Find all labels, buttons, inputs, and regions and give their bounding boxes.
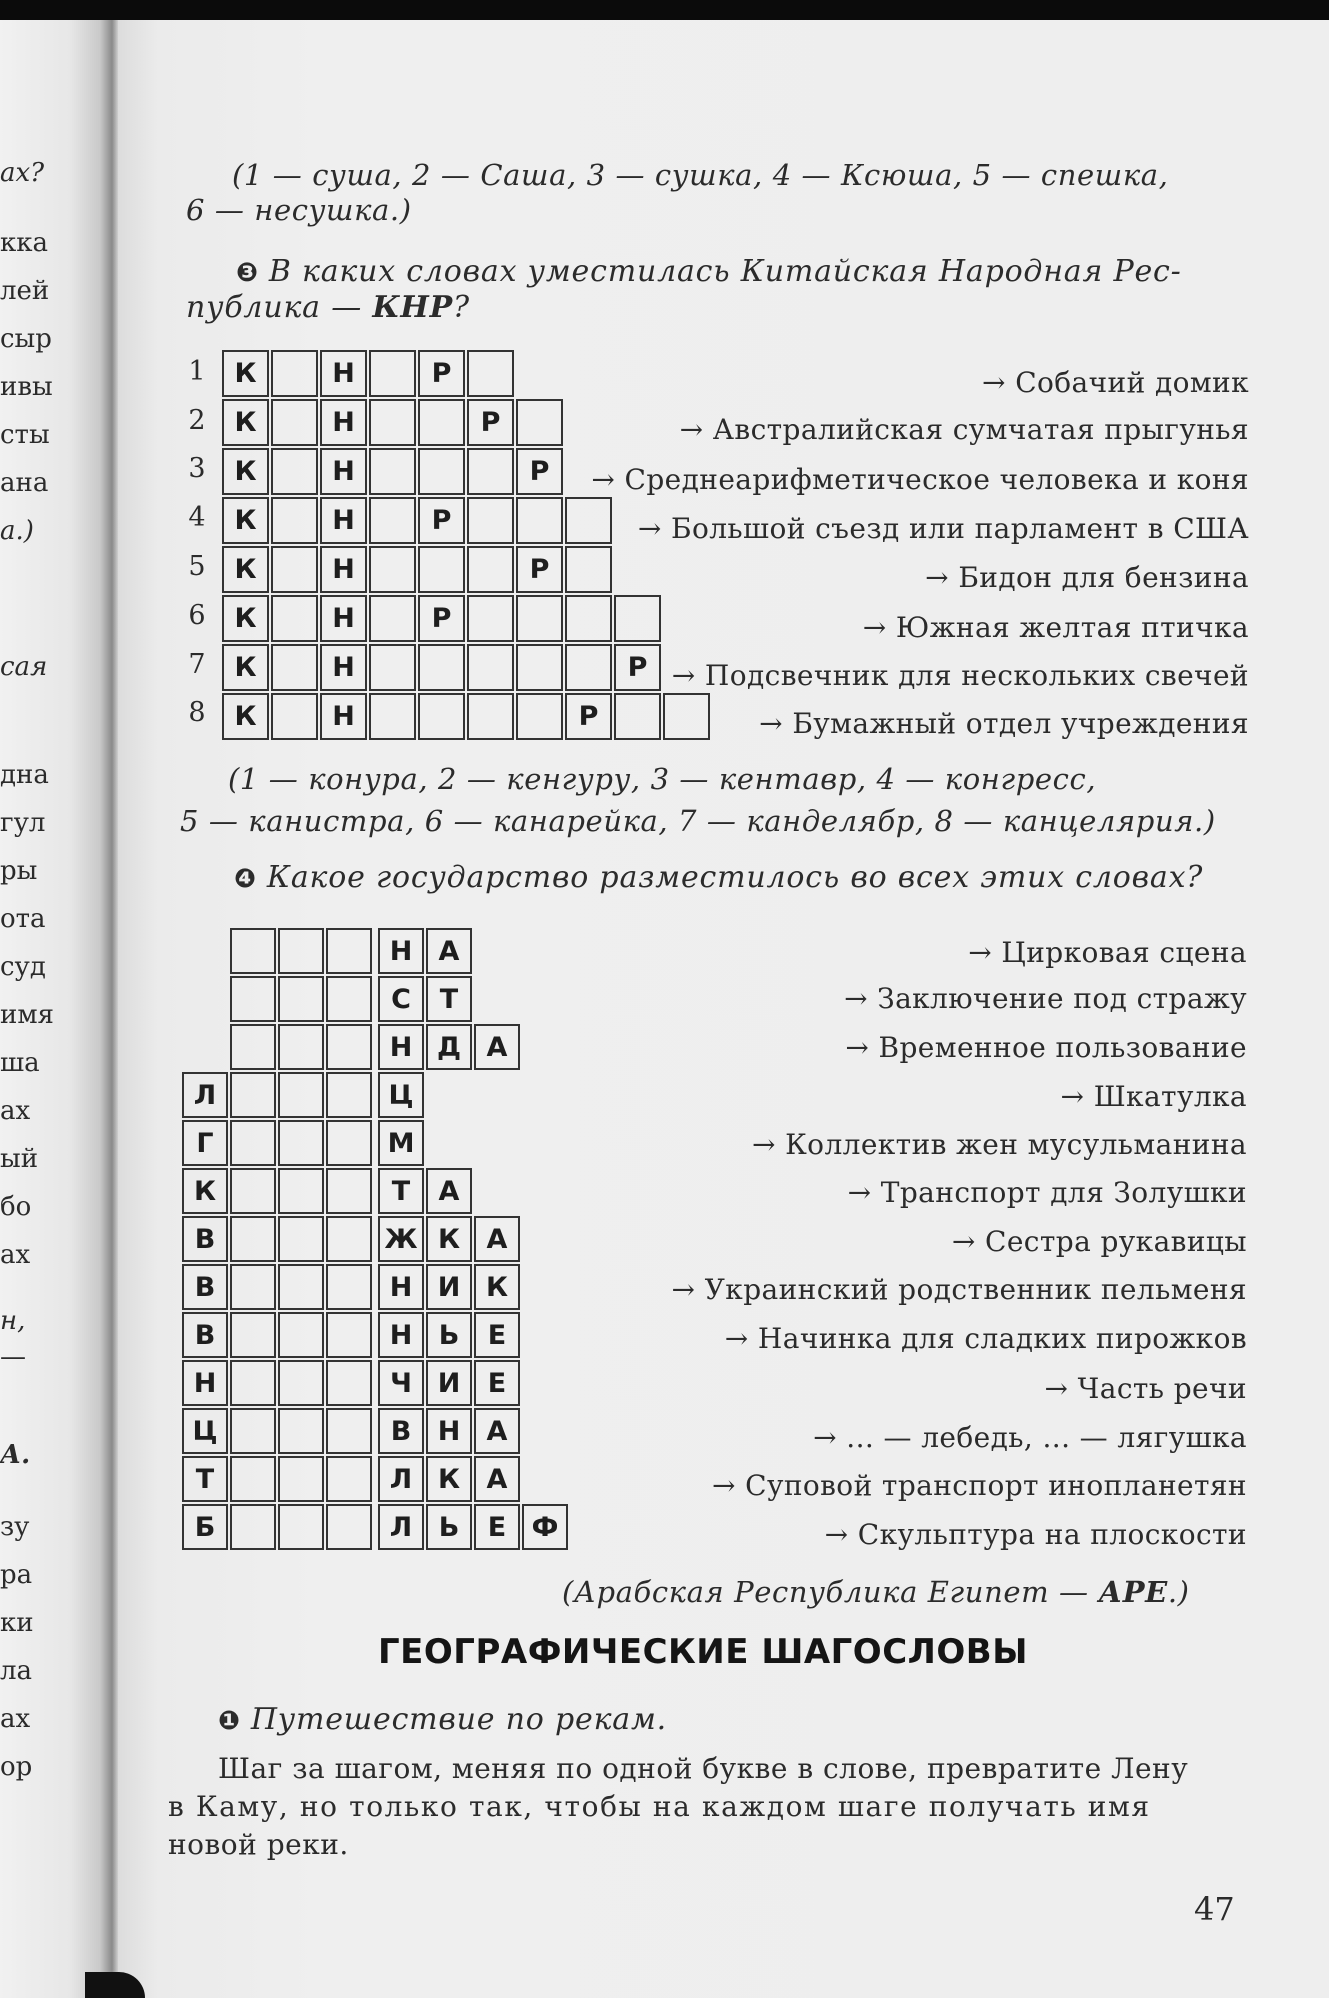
grid-cell: Т [426, 976, 472, 1022]
left-fragment: ра [0, 1560, 33, 1590]
section-heading: ГЕОГРАФИЧЕСКИЕ ШАГОСЛОВЫ [378, 1632, 1028, 1672]
grid-cell [467, 644, 514, 691]
grid-cell [663, 693, 710, 740]
task3-answer-line1: (1 — конура, 2 — кенгуру, 3 — кентавр, 4 — конгресс, [228, 762, 1097, 796]
grid-cell: К [222, 693, 269, 740]
page-number: 47 [1194, 1890, 1235, 1928]
grid-cell: А [474, 1408, 520, 1454]
task4-clue: → Начинка для сладких пирожков [724, 1322, 1247, 1355]
task3-clue: → Южная желтая птичка [862, 611, 1249, 644]
task4-clue: → Цирковая сцена [968, 936, 1247, 969]
grid-cell: В [378, 1408, 424, 1454]
grid-cell: Р [565, 693, 612, 740]
grid-cell [516, 693, 563, 740]
task3-clue: → Большой съезд или парламент в США [637, 512, 1249, 545]
grid-cell: Ь [426, 1504, 472, 1550]
grid-cell [467, 448, 514, 495]
grid-cell: Г [182, 1120, 228, 1166]
grid-cell: Ф [522, 1504, 568, 1550]
grid-cell [278, 1408, 324, 1454]
grid-cell: В [182, 1216, 228, 1262]
left-fragment: имя [0, 1000, 54, 1030]
grid-cell: Н [320, 546, 367, 593]
task4-number-icon: ❹ [234, 864, 257, 894]
grid-cell: Е [474, 1504, 520, 1550]
grid-cell [418, 693, 465, 740]
grid-cell: Е [474, 1312, 520, 1358]
task4-clue: → Сестра рукавицы [951, 1225, 1247, 1258]
grid-cell [467, 497, 514, 544]
grid-cell [369, 497, 416, 544]
grid-cell [565, 497, 612, 544]
row-number: 8 [188, 697, 206, 728]
grid-cell: К [222, 497, 269, 544]
grid-cell: Ь [426, 1312, 472, 1358]
section-body-line1: Шаг за шагом, меняя по одной букве в слове, превратите Лену [218, 1752, 1189, 1785]
task3-answer-line2: 5 — канистра, 6 — канарейка, 7 — канделябр, 8 — канцелярия.) [180, 804, 1216, 838]
previous-answer-line2: 6 — несушка.) [186, 193, 412, 227]
grid-cell: К [222, 644, 269, 691]
grid-cell: Р [516, 448, 563, 495]
left-fragment: а.) [0, 516, 34, 546]
grid-cell [326, 976, 372, 1022]
grid-cell [271, 350, 318, 397]
grid-cell [230, 1024, 276, 1070]
task4-clue: → Украинский родственник пельменя [671, 1273, 1247, 1306]
grid-cell: Н [182, 1360, 228, 1406]
left-fragment: — [0, 1342, 26, 1372]
grid-cell: И [426, 1264, 472, 1310]
left-fragment: ша [0, 1048, 40, 1078]
grid-cell: К [222, 546, 269, 593]
grid-cell [278, 1312, 324, 1358]
grid-cell: Ч [378, 1360, 424, 1406]
row-number: 4 [188, 502, 206, 533]
grid-cell: К [222, 448, 269, 495]
left-fragment: дна [0, 760, 49, 790]
grid-cell: В [182, 1312, 228, 1358]
left-fragment: н, [0, 1306, 26, 1336]
grid-cell [230, 1216, 276, 1262]
left-fragment: ры [0, 856, 38, 886]
grid-cell [230, 1360, 276, 1406]
grid-cell [230, 928, 276, 974]
grid-cell [230, 1264, 276, 1310]
grid-cell: Р [516, 546, 563, 593]
grid-cell [230, 1120, 276, 1166]
left-fragment: ах [0, 1240, 31, 1270]
grid-cell: Н [320, 644, 367, 691]
grid-cell: Н [320, 350, 367, 397]
grid-cell: А [474, 1216, 520, 1262]
grid-cell [565, 546, 612, 593]
task4-clue: → Коллектив жен мусульманина [751, 1128, 1247, 1161]
grid-cell: К [222, 399, 269, 446]
task4-clue: → ... — лебедь, ... — лягушка [813, 1421, 1247, 1454]
grid-cell [516, 644, 563, 691]
scan-top-edge [0, 0, 1329, 20]
task3-clue: → Австралийская сумчатая прыгунья [679, 413, 1249, 446]
grid-cell [516, 497, 563, 544]
left-fragment: зу [0, 1512, 30, 1542]
grid-cell [271, 448, 318, 495]
grid-cell: М [378, 1120, 424, 1166]
grid-cell [278, 1072, 324, 1118]
task4-clue: → Временное пользование [845, 1031, 1247, 1064]
grid-cell [369, 644, 416, 691]
task4-answer: (Арабская Республика Египет — АРЕ.) [562, 1575, 1190, 1609]
grid-cell [326, 1456, 372, 1502]
grid-cell [271, 693, 318, 740]
grid-cell: Н [320, 693, 367, 740]
grid-cell: Н [320, 497, 367, 544]
grid-cell [326, 1024, 372, 1070]
grid-cell [230, 1504, 276, 1550]
grid-cell [516, 399, 563, 446]
grid-cell [326, 1168, 372, 1214]
grid-cell [326, 1264, 372, 1310]
left-fragment: А. [0, 1440, 31, 1470]
left-fragment: лей [0, 276, 50, 306]
left-fragment: ки [0, 1608, 34, 1638]
grid-cell [418, 448, 465, 495]
grid-cell: Ж [378, 1216, 424, 1262]
grid-cell: К [426, 1456, 472, 1502]
grid-cell: К [182, 1168, 228, 1214]
grid-cell: Р [467, 399, 514, 446]
grid-cell [326, 1216, 372, 1262]
task3-question-line1: ❸ В каких словах уместилась Китайская Народная Рес- [236, 254, 1182, 289]
grid-cell: Р [418, 497, 465, 544]
grid-cell [326, 928, 372, 974]
grid-cell [418, 546, 465, 593]
row-number: 6 [188, 600, 206, 631]
grid-cell: С [378, 976, 424, 1022]
grid-cell [418, 399, 465, 446]
grid-cell [326, 1072, 372, 1118]
grid-cell [369, 448, 416, 495]
row-number: 3 [188, 453, 206, 484]
grid-cell [278, 1120, 324, 1166]
grid-cell [278, 928, 324, 974]
left-fragment: ах? [0, 158, 45, 188]
grid-cell: Т [182, 1456, 228, 1502]
grid-cell: К [222, 350, 269, 397]
grid-cell [278, 1168, 324, 1214]
grid-cell [614, 693, 661, 740]
left-fragment: гул [0, 808, 46, 838]
grid-cell: К [474, 1264, 520, 1310]
grid-cell [614, 595, 661, 642]
grid-cell: Ц [378, 1072, 424, 1118]
grid-cell: Н [378, 1024, 424, 1070]
row-number: 7 [188, 649, 206, 680]
grid-cell: Н [320, 595, 367, 642]
grid-cell: Л [378, 1504, 424, 1550]
grid-cell: Н [320, 399, 367, 446]
task4-clue: → Часть речи [1044, 1372, 1247, 1405]
section-body-line2: в Каму, но только так, чтобы на каждом шаге получать имя [168, 1790, 1151, 1823]
left-fragment: бо [0, 1192, 32, 1222]
grid-cell: А [474, 1024, 520, 1070]
task4-clue: → Скульптура на плоскости [824, 1518, 1247, 1551]
grid-cell: А [474, 1456, 520, 1502]
left-fragment: ах [0, 1704, 31, 1734]
task3-question-line2: публика — КНР? [186, 290, 470, 325]
grid-cell [369, 595, 416, 642]
grid-cell: Д [426, 1024, 472, 1070]
grid-cell: Н [320, 448, 367, 495]
grid-cell [369, 399, 416, 446]
left-fragment: кка [0, 228, 49, 258]
left-fragment: ах [0, 1096, 31, 1126]
section-task1-title: ❶ Путешествие по рекам. [218, 1702, 667, 1737]
grid-cell: Н [426, 1408, 472, 1454]
task3-clue: → Среднеарифметическое человека и коня [591, 463, 1249, 496]
grid-cell [326, 1408, 372, 1454]
grid-cell [467, 546, 514, 593]
grid-cell: К [222, 595, 269, 642]
grid-cell [565, 595, 612, 642]
left-fragment: суд [0, 952, 46, 982]
grid-cell [369, 546, 416, 593]
grid-cell [230, 1072, 276, 1118]
grid-cell: Л [378, 1456, 424, 1502]
grid-cell: И [426, 1360, 472, 1406]
grid-cell [230, 1456, 276, 1502]
left-fragment: ла [0, 1656, 33, 1686]
grid-cell: Н [378, 1312, 424, 1358]
grid-cell [278, 1360, 324, 1406]
grid-cell [369, 350, 416, 397]
grid-cell [326, 1312, 372, 1358]
grid-cell: Т [378, 1168, 424, 1214]
grid-cell: Е [474, 1360, 520, 1406]
grid-cell [278, 1024, 324, 1070]
grid-cell [467, 693, 514, 740]
grid-cell [230, 1168, 276, 1214]
grid-cell [278, 1504, 324, 1550]
grid-cell: Р [418, 595, 465, 642]
grid-cell [516, 595, 563, 642]
grid-cell [278, 1216, 324, 1262]
section-body-line3: новой реки. [168, 1828, 349, 1861]
grid-cell: Р [614, 644, 661, 691]
grid-cell [326, 1120, 372, 1166]
grid-cell [230, 976, 276, 1022]
task4-question: ❹ Какое государство разместилось во всех этих словах? [234, 860, 1204, 895]
grid-cell [369, 693, 416, 740]
grid-cell [278, 1264, 324, 1310]
task1-number-icon: ❶ [218, 1706, 241, 1736]
grid-cell [278, 976, 324, 1022]
grid-cell: К [426, 1216, 472, 1262]
task4-clue: → Заключение под стражу [844, 982, 1247, 1015]
grid-cell [418, 644, 465, 691]
grid-cell [271, 497, 318, 544]
grid-cell [271, 399, 318, 446]
grid-cell: Б [182, 1504, 228, 1550]
left-fragment: ор [0, 1752, 33, 1782]
grid-cell [271, 546, 318, 593]
grid-cell [326, 1504, 372, 1550]
grid-cell [326, 1360, 372, 1406]
row-number: 2 [188, 405, 206, 436]
grid-cell: В [182, 1264, 228, 1310]
grid-cell: Ц [182, 1408, 228, 1454]
grid-cell [271, 644, 318, 691]
grid-cell [271, 595, 318, 642]
previous-answer-line1: (1 — суша, 2 — Саша, 3 — сушка, 4 — Ксюша, 5 — спешка, [232, 158, 1169, 192]
grid-cell [565, 644, 612, 691]
left-fragment: ивы [0, 372, 53, 402]
grid-cell: А [426, 928, 472, 974]
grid-cell [230, 1312, 276, 1358]
left-fragment: сая [0, 652, 48, 682]
task3-clue: → Подсвечник для нескольких свечей [671, 659, 1249, 692]
grid-cell [278, 1456, 324, 1502]
left-fragment: ый [0, 1144, 39, 1174]
task3-clue: → Бидон для бензина [925, 561, 1249, 594]
task4-clue: → Шкатулка [1060, 1080, 1247, 1113]
grid-cell [467, 595, 514, 642]
left-fragment: ота [0, 904, 46, 934]
left-fragment: сты [0, 420, 50, 450]
task3-clue: → Бумажный отдел учреждения [759, 707, 1249, 740]
grid-cell: Н [378, 1264, 424, 1310]
grid-cell: А [426, 1168, 472, 1214]
task3-number-icon: ❸ [236, 258, 259, 288]
grid-cell: Л [182, 1072, 228, 1118]
left-fragment: ана [0, 468, 49, 498]
task4-clue: → Транспорт для Золушки [847, 1176, 1247, 1209]
grid-cell: Н [378, 928, 424, 974]
task3-clue: → Собачий домик [982, 366, 1249, 399]
row-number: 5 [188, 551, 206, 582]
grid-cell [230, 1408, 276, 1454]
task4-clue: → Суповой транспорт инопланетян [711, 1469, 1247, 1502]
grid-cell [467, 350, 514, 397]
left-fragment: сыр [0, 324, 52, 354]
grid-cell: Р [418, 350, 465, 397]
row-number: 1 [188, 356, 206, 387]
